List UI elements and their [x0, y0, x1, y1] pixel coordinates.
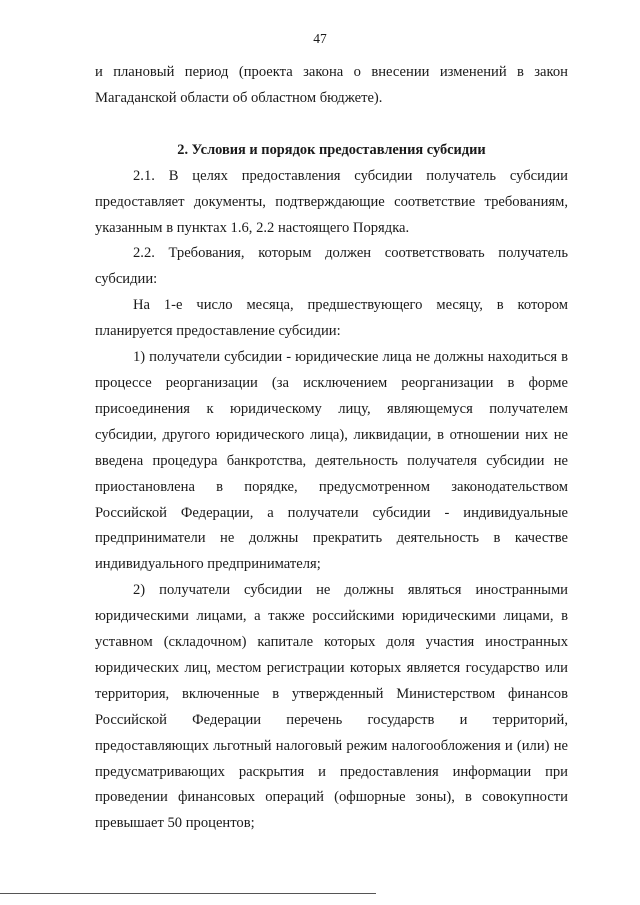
- paragraph-date-condition: На 1-е число месяца, предшествующего месяцу, в котором планируется предоставление субсидии:: [95, 297, 568, 340]
- paragraph-2-1: 2.1. В целях предоставления субсидии получатель субсидии предоставляет документы, подтверждающие соответствие требованиям, указанным в пунктах 1.6, 2.2 настоящего Порядка.: [95, 167, 568, 236]
- paragraph-item-1: 1) получатели субсидии - юридические лица не должны находиться в процессе реорганизации (за исключением реорганизации в форме присоединения к юридическому лицу, являющемуся получателем субсидии, другого юридического лица), ликвидации, в отношении них не введена процедура банкротства, деятельность получателя субсидии не приостановлена в порядке, предусмотренном законодательством Российской Федерации, а получатели субсидии - индивидуальные предприниматели не должны прекратить деятельность в качестве индивидуального предпринимателя;: [95, 349, 568, 573]
- section-heading: 2. Условия и порядок предоставления субсидии: [177, 141, 486, 158]
- page-number: 47: [313, 31, 327, 46]
- paragraph-item-2: 2) получатели субсидии не должны являться иностранными юридическими лицами, а также российскими юридическими лицами, в уставном (складочном) капитале которых доля участия иностранных юридических лиц, местом регистрации которых является государство или территория, включенные в утвержденный Министерством финансов Российской Федерации перечень государств и территорий, предоставляющих льготный налоговый режим налогообложения и (или) не предусматривающих раскрытия и предоставления информации при проведении финансовых операций (офшорные зоны), в совокупности превышает 50 процентов;: [95, 582, 568, 832]
- paragraph-2-2: 2.2. Требования, которым должен соответствовать получатель субсидии:: [95, 245, 568, 288]
- intro-paragraph: и плановый период (проекта закона о внесении изменений в закон Магаданской области об областном бюджете).: [95, 64, 568, 106]
- document-body: [95, 60, 568, 837]
- bottom-scan-line: [0, 893, 376, 894]
